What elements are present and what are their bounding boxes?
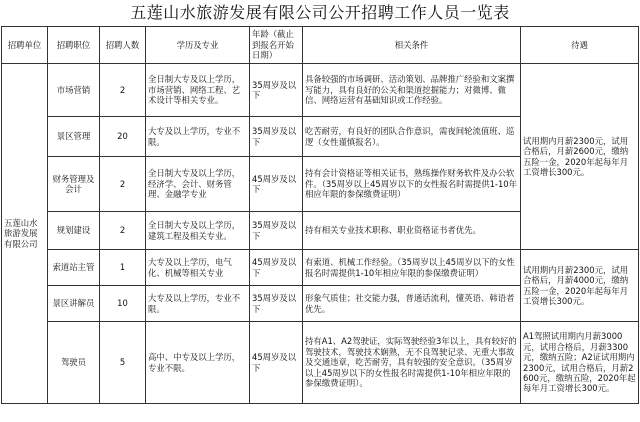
conditions-cell: 持有相关专业技术职称、职业资格证书者优先。 — [303, 212, 521, 250]
count-cell: 20 — [100, 117, 146, 157]
position-cell: 市场营销 — [48, 64, 100, 117]
salary-cell: A1驾照试用期内月薪3000元，试用合格后，月薪3300元，缴纳五险；A2证试用期内2300元，试用合格后，月薪2600元，缴纳五险，2020年起每年月工资增长300元。 — [521, 322, 639, 404]
education-cell: 大专及以上学历，专业不限。 — [146, 117, 250, 157]
age-cell: 45周岁及以下 — [250, 322, 303, 404]
position-cell: 驾驶员 — [48, 322, 100, 404]
conditions-cell: 持有会计资格证等相关证书，熟练操作财务软件及办公软件。（35周岁以上45周岁以下的女性报名时需提供1-10年相应年限的参保缴费证明） — [303, 157, 521, 212]
header-salary: 待遇 — [521, 27, 639, 64]
header-unit: 招聘单位 — [2, 27, 48, 64]
education-cell: 高中、中专及以上学历，专业不限。 — [146, 322, 250, 404]
education-cell: 全日制大专及以上学历，建筑工程及相关专业。 — [146, 212, 250, 250]
count-cell: 5 — [100, 322, 146, 404]
count-cell: 10 — [100, 286, 146, 322]
age-cell: 35周岁及以下 — [250, 286, 303, 322]
count-cell: 2 — [100, 157, 146, 212]
count-cell: 1 — [100, 250, 146, 286]
conditions-cell: 具备较强的市场调研、活动策划、品牌推广经验和文案撰写能力，具有良好的公关和渠道挖掘能力；对微博、微信、网络运营有基础知识或工作经验。 — [303, 64, 521, 117]
salary-cell: 试用期内月薪2300元，试用合格后，月薪2600元，缴纳五险一金，2020年起每年月工资增长300元。 — [521, 64, 639, 250]
education-cell: 大专及以上学历，专业不限。 — [146, 286, 250, 322]
recruitment-table — [1, 26, 639, 404]
conditions-cell: 吃苦耐劳，有良好的团队合作意识，需夜间轮流值班、巡逻（女性谨慎报名）。 — [303, 117, 521, 157]
position-cell: 索道站主管 — [48, 250, 100, 286]
conditions-cell: 持有A1、A2驾驶证，实际驾驶经验3年以上，具有较好的驾驶技术，驾驶技术娴熟，无不良驾驶记录、无重大事故及交通违章，吃苦耐劳，具有较强的安全意识。（35周岁以上45周岁以下的女性报名时需提供1-10年相应年限的参保缴费证明）。 — [303, 322, 521, 404]
position-cell: 景区讲解员 — [48, 286, 100, 322]
table-row — [2, 64, 639, 117]
header-row — [2, 27, 639, 64]
age-cell: 35周岁及以下 — [250, 212, 303, 250]
position-cell: 规划建设 — [48, 212, 100, 250]
conditions-cell: 有索道、机械工作经验。（35周岁以上45周岁以下的女性报名时需提供1-10年相应年限的参保缴费证明） — [303, 250, 521, 286]
header-position: 招聘职位 — [48, 27, 100, 64]
salary-cell: 试用期内月薪2300元，试用合格后，月薪4000元，缴纳五险一金，2020年起每年月工资增长300元。 — [521, 250, 639, 322]
education-cell: 大专及以上学历，电气化、机械等相关专业 — [146, 250, 250, 286]
header-education: 学历及专业 — [146, 27, 250, 64]
position-cell: 景区管理 — [48, 117, 100, 157]
table-row — [2, 250, 639, 286]
education-cell: 全日制大专及以上学历，经济学、会计、财务管理、金融学专业 — [146, 157, 250, 212]
header-conditions: 相关条件 — [303, 27, 521, 64]
age-cell: 45周岁及以下 — [250, 250, 303, 286]
unit-name-cell: 五莲山水旅游发展有限公司 — [2, 64, 48, 404]
age-cell: 35周岁及以下 — [250, 117, 303, 157]
age-cell: 35周岁及以下 — [250, 64, 303, 117]
table-row — [2, 322, 639, 404]
page-title: 五莲山水旅游发展有限公司公开招聘工作人员一览表 — [130, 3, 510, 22]
header-count: 招聘人数 — [100, 27, 146, 64]
count-cell: 2 — [100, 212, 146, 250]
conditions-cell: 形象气质佳；社交能力强，普通话流利，懂英语、韩语者优先。 — [303, 286, 521, 322]
education-cell: 全日制大专及以上学历，市场营销、网络工程、艺术设计等相关专业。 — [146, 64, 250, 117]
age-cell: 45周岁及以下 — [250, 157, 303, 212]
count-cell: 2 — [100, 64, 146, 117]
header-age: 年龄（截止到报名开始日期） — [250, 27, 303, 64]
position-cell: 财务管理及会计 — [48, 157, 100, 212]
